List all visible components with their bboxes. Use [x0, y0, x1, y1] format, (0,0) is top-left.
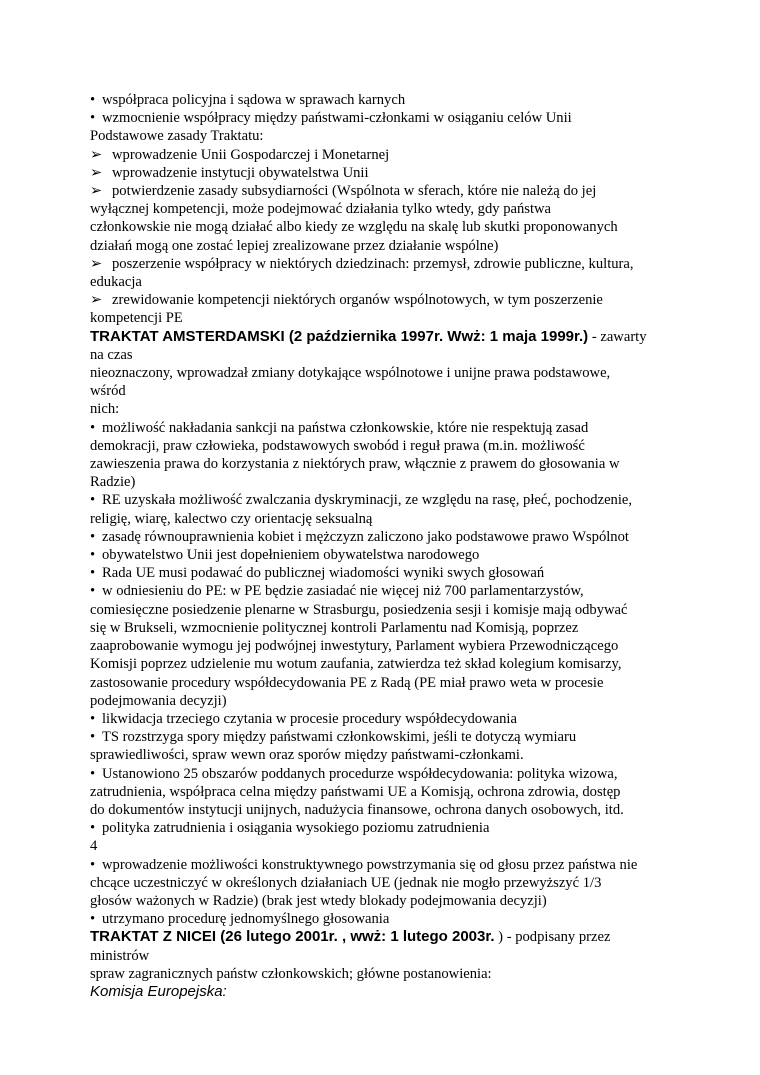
text-line: demokracji, praw człowieka, podstawowych swobód i reguł prawa (m.in. możliwość	[90, 437, 585, 454]
text-line: comiesięczne posiedzenie plenarne w Strasburgu, posiedzenia sesji i komisje mają odbywać	[90, 601, 628, 618]
bullet-item: • Rada UE musi podawać do publicznej wiadomości wyniki swych głosowań	[90, 564, 675, 582]
bullet-item: • możliwość nakładania sankcji na państwa członkowskie, które nie respektują zasad	[90, 419, 675, 437]
text-line: chcące uczestniczyć w określonych działaniach UE (jednak nie mogło przewyższyć 1/3	[90, 874, 602, 891]
bullet-item: • likwidacja trzeciego czytania w procesie procedury współdecydowania	[90, 710, 675, 728]
arrow-item: ➢ potwierdzenie zasady subsydiarności (Wspólnota w sferach, które nie należą do jej	[90, 182, 675, 200]
nice-subheading: Komisja Europejska:	[90, 982, 227, 1000]
bullet-item: • współpraca policyjna i sądowa w sprawach karnych	[90, 91, 675, 109]
text-line: wyłącznej kompetencji, może podejmować działania tylko wtedy, gdy państwa	[90, 201, 552, 218]
bullet-item: • zasadę równouprawnienia kobiet i mężczyzn zaliczono jako podstawowe prawo Wspólnot	[90, 528, 675, 546]
bullet-item: • wprowadzenie możliwości konstruktywnego powstrzymania się od głosu przez państwa nie	[90, 856, 675, 874]
arrow-item: ➢ wprowadzenie Unii Gospodarczej i Monetarnej	[90, 146, 675, 164]
text-line: spraw zagranicznych państw członkowskich; główne postanowienia:	[90, 965, 492, 982]
text-line: edukacja	[90, 274, 142, 291]
bullet-item: • wzmocnienie współpracy między państwami-członkami w osiąganiu celów Unii	[90, 109, 675, 127]
section-intro: Podstawowe zasady Traktatu:	[90, 128, 264, 145]
page-number: 4	[90, 838, 98, 855]
text-line: religię, wiarę, kalectwo czy orientację seksualną	[90, 510, 373, 527]
text-line: sprawiedliwości, spraw wewn oraz sporów między państwami-członkami.	[90, 747, 524, 764]
text-line: zaaprobowanie wymogu jej podwójnej inwestytury, Parlament wybiera Przewodniczącego	[90, 638, 619, 655]
text-line: na czas	[90, 346, 133, 363]
bullet-item: • RE uzyskała możliwość zwalczania dyskryminacji, ze względu na rasę, płeć, pochodzenie,	[90, 491, 675, 509]
text-line: się w Brukseli, wzmocnienie politycznej kontroli Parlamentu nad Komisją, poprzez	[90, 619, 579, 636]
text-line: nieoznaczony, wprowadzał zmiany dotykające wspólnotowe i unijne prawa podstawowe,	[90, 365, 611, 382]
text-line: zawieszenia prawa do korzystania z niektórych praw, włącznie z prawem do głosowania w	[90, 456, 620, 473]
text-line: Radzie)	[90, 474, 136, 491]
bullet-item: • obywatelstwo Unii jest dopełnieniem obywatelstwa narodowego	[90, 546, 675, 564]
text-line: nich:	[90, 401, 120, 418]
arrow-item: ➢ zrewidowanie kompetencji niektórych organów wspólnotowych, w tym poszerzenie	[90, 291, 675, 309]
document-page	[90, 91, 675, 1001]
nice-heading-line	[90, 928, 675, 946]
arrow-item: ➢ wprowadzenie instytucji obywatelstwa Unii	[90, 164, 675, 182]
amsterdam-heading-tail: - zawarty	[588, 328, 647, 345]
bullet-item: • w odniesieniu do PE: w PE będzie zasiadać nie więcej niż 700 parlamentarzystów,	[90, 582, 675, 600]
text-line: głosów ważonych w Radzie) (brak jest wtedy blokady podejmowania decyzji)	[90, 892, 547, 909]
text-line: zatrudnienia, współpraca celna między państwami UE a Komisją, ochrona zdrowia, dostęp	[90, 783, 621, 800]
bullet-item: • Ustanowiono 25 obszarów poddanych procedurze współdecydowania: polityka wizowa,	[90, 765, 675, 783]
text-line: Komisji poprzez udzielenie mu wotum zaufania, zatwierdza też skład kolegium komisarzy,	[90, 656, 622, 673]
text-line: podejmowania decyzji)	[90, 692, 227, 709]
text-line: wśród	[90, 383, 126, 400]
text-line: działań mogą one zostać lepiej zrealizowane przez działanie wspólne)	[90, 237, 499, 254]
arrow-item: ➢ poszerzenie współpracy w niektórych dziedzinach: przemysł, zdrowie publiczne, kultura,	[90, 255, 675, 273]
text-line: zastosowanie procedury współdecydowania PE z Radą (PE miał prawo weta w procesie	[90, 674, 604, 691]
text-line: ministrów	[90, 947, 150, 964]
nice-heading-tail: ) - podpisany przez	[494, 929, 611, 946]
amsterdam-heading: TRAKTAT AMSTERDAMSKI (2 października 1997r. Wwż: 1 maja 1999r.)	[90, 327, 589, 345]
bullet-item: • utrzymano procedurę jednomyślnego głosowania	[90, 910, 675, 928]
amsterdam-heading-line	[90, 328, 675, 346]
nice-heading: TRAKTAT Z NICEI (26 lutego 2001r. , wwż: 1 lutego 2003r.	[90, 928, 495, 946]
bullet-item: • polityka zatrudnienia i osiągania wysokiego poziomu zatrudnienia	[90, 819, 675, 837]
text-line: członkowskie nie mogą działać albo kiedy ze względu na skalę lub skutki proponowanych	[90, 219, 618, 236]
bullet-item: • TS rozstrzyga spory między państwami członkowskimi, jeśli te dotyczą wymiaru	[90, 728, 675, 746]
text-line: do dokumentów instytucji unijnych, nadużycia finansowe, ochrona danych osobowych, itd.	[90, 801, 624, 818]
text-line: kompetencji PE	[90, 310, 183, 327]
